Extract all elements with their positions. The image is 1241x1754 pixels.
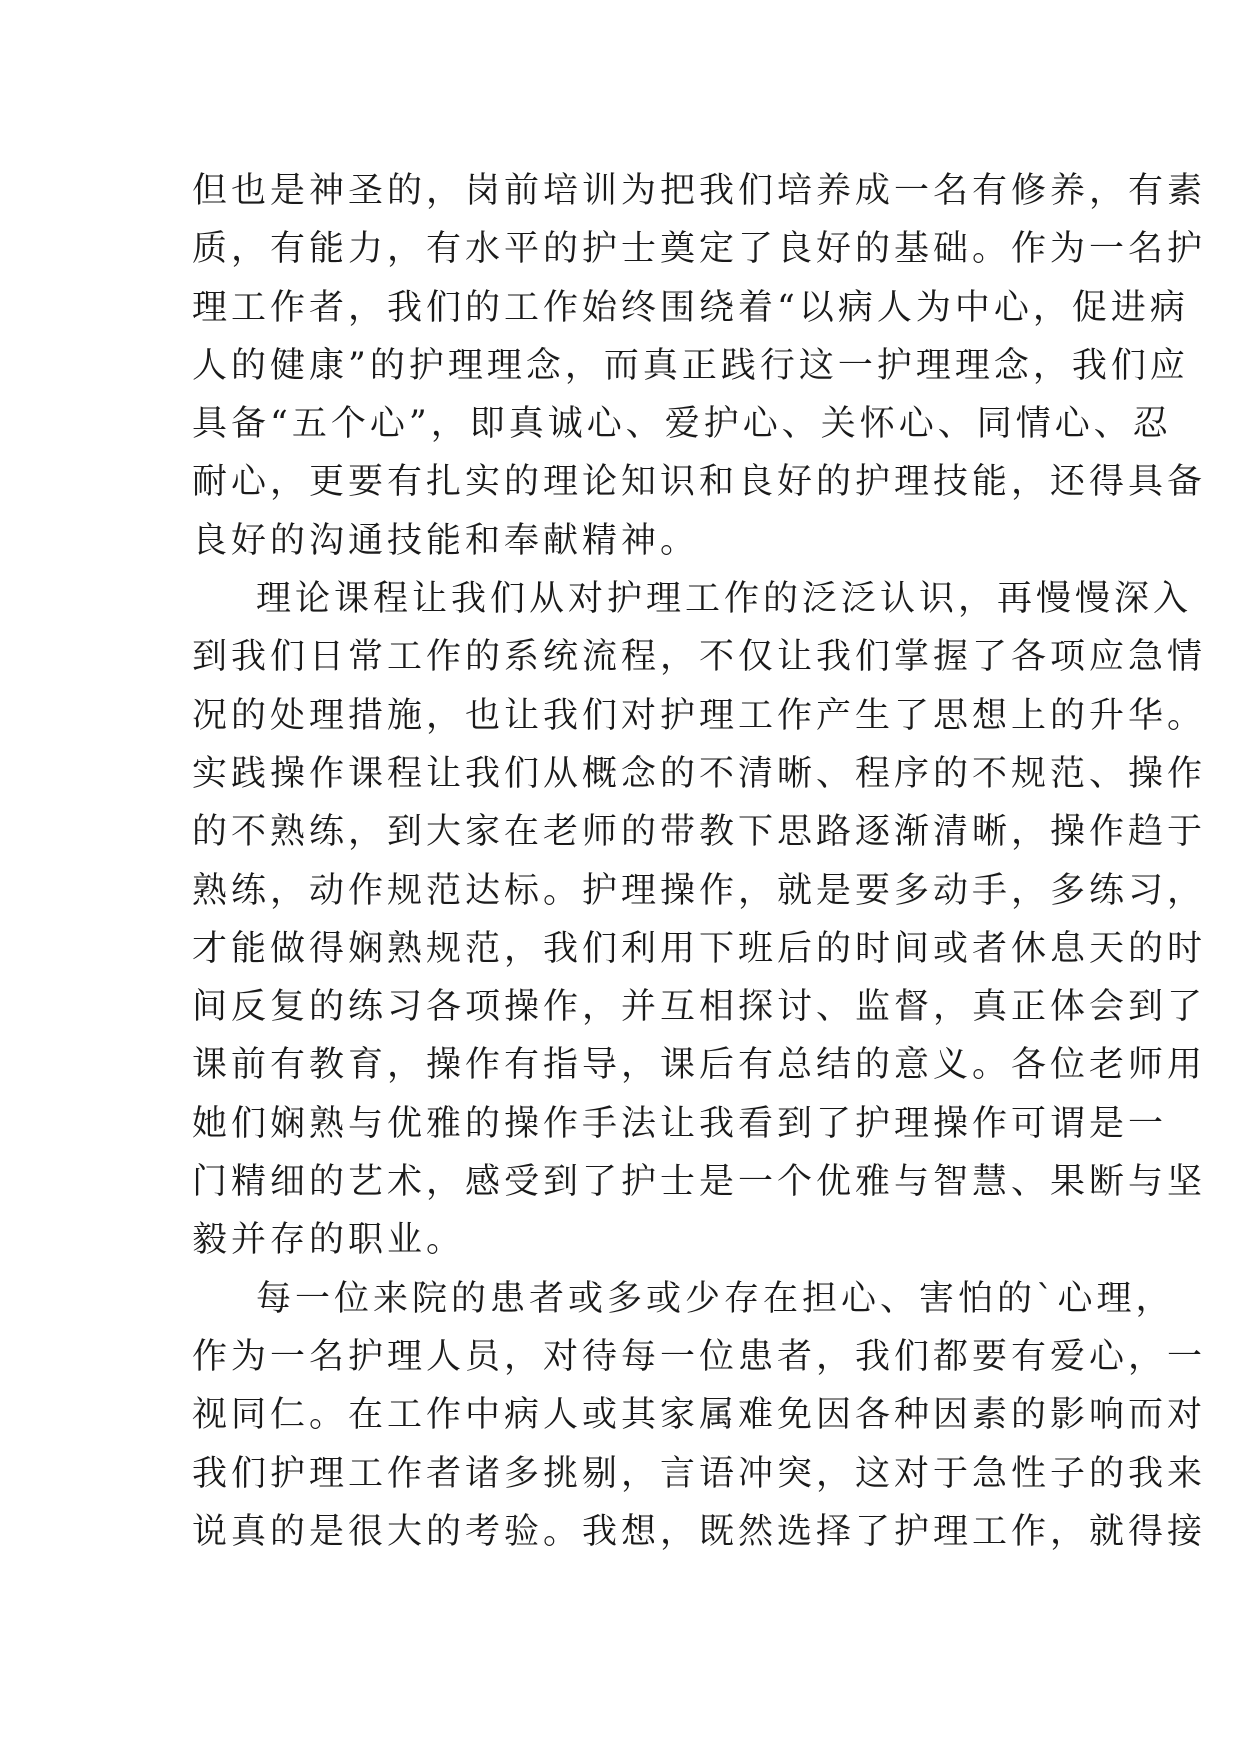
text-line: 实践操作课程让我们从概念的不清晰、程序的不规范、操作 [192, 753, 1207, 794]
text-line: 良好的沟通技能和奉献精神。 [192, 520, 700, 561]
text-line: 理工作者，我们的工作始终围绕着“以病人为中心，促进病 [192, 287, 1189, 328]
text-line: 她们娴熟与优雅的操作手法让我看到了护理操作可谓是一 [192, 1103, 1168, 1144]
text-line: 我们护理工作者诸多挑剔，言语冲突，这对于急性子的我来 [192, 1453, 1207, 1494]
text-line: 毅并存的职业。 [192, 1220, 466, 1261]
text-line: 具备“五个心”，即真诚心、爱护心、关怀心、同情心、忍 [192, 404, 1172, 445]
text-line: 才能做得娴熟规范，我们利用下班后的时间或者休息天的时 [192, 928, 1207, 969]
text-line: 人的健康”的护理理念，而真正践行这一护理理念，我们应 [192, 345, 1189, 386]
text-line: 课前有教育，操作有指导，课后有总结的意义。各位老师用 [192, 1045, 1207, 1086]
text-line: 质，有能力，有水平的护士奠定了良好的基础。作为一名护 [192, 229, 1207, 270]
text-line: 但也是神圣的，岗前培训为把我们培养成一名有修养，有素 [192, 171, 1207, 211]
text-line: 说真的是很大的考验。我想，既然选择了护理工作，就得接 [192, 1511, 1207, 1552]
text-line: 到我们日常工作的系统流程，不仅让我们掌握了各项应急情 [192, 637, 1207, 678]
body-text [192, 162, 1207, 1561]
paragraph-first-line: 理论课程让我们从对护理工作的泛泛认识，再慢慢深入 [256, 579, 1193, 620]
text-line: 门精细的艺术，感受到了护士是一个优雅与智慧、果断与坚 [192, 1162, 1207, 1203]
text-line: 况的处理措施，也让我们对护理工作产生了思想上的升华。 [192, 695, 1207, 736]
text-line: 间反复的练习各项操作，并互相探讨、监督，真正体会到了 [192, 987, 1207, 1028]
text-line: 熟练，动作规范达标。护理操作，就是要多动手，多练习， [192, 870, 1207, 911]
text-line: 的不熟练，到大家在老师的带教下思路逐渐清晰，操作趋于 [192, 812, 1207, 853]
text-line: 作为一名护理人员，对待每一位患者，我们都要有爱心，一 [192, 1336, 1207, 1377]
paragraph-first-line: 每一位来院的患者或多或少存在担心、害怕的`心理， [256, 1278, 1175, 1319]
text-line: 视同仁。在工作中病人或其家属难免因各种因素的影响而对 [192, 1395, 1207, 1436]
text-line: 耐心，更要有扎实的理论知识和良好的护理技能，还得具备 [192, 462, 1207, 503]
